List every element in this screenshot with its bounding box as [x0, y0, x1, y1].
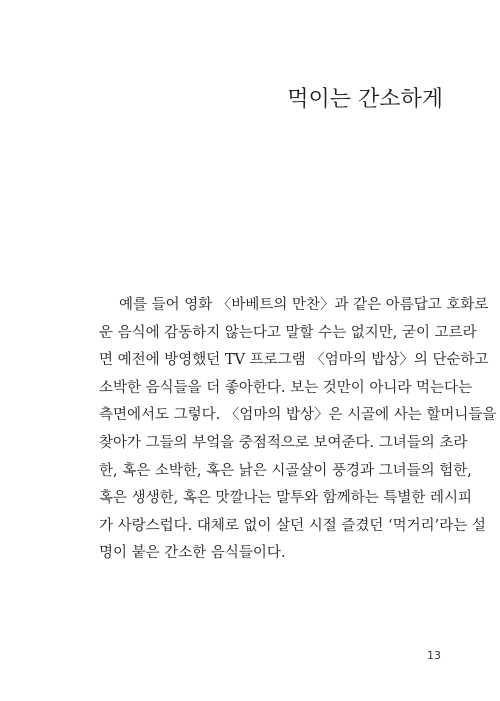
chapter-title: 먹이는 간소하게: [287, 87, 443, 112]
body-paragraph: [99, 292, 497, 568]
page-number: 13: [427, 649, 441, 662]
paragraph-line: 명이 붙은 간소한 음식들이다.: [99, 545, 286, 562]
paragraph-line: 찾아가 그들의 부엌을 중점적으로 보여준다. 그녀들의 초라: [99, 434, 468, 451]
paragraph-line: 측면에서도 그렇다. 〈엄마의 밥상〉은 시골에 사는 할머니들을: [99, 407, 497, 424]
paragraph-line: 가 사랑스럽다. 대체로 없이 살던 시절 즐겼던 ‘먹거리’라는 설: [99, 517, 486, 534]
paragraph-line: 소박한 음식들을 더 좋아한다. 보는 것만이 아니라 먹는다는: [99, 379, 473, 396]
paragraph-line: 운 음식에 감동하지 않는다고 말할 수는 없지만, 굳이 고르라: [99, 324, 477, 341]
paragraph-line: 한, 혹은 소박한, 혹은 낡은 시골살이 풍경과 그녀들의 험한,: [99, 462, 472, 479]
paragraph-line: 면 예전에 방영했던 TV 프로그램 〈엄마의 밥상〉의 단순하고: [99, 352, 489, 369]
paragraph-line: 예를 들어 영화 〈바베트의 만찬〉과 같은 아름답고 호화로: [119, 297, 489, 313]
paragraph-line: 혹은 생생한, 혹은 맛깔나는 말투와 함께하는 특별한 레시피: [99, 490, 473, 507]
